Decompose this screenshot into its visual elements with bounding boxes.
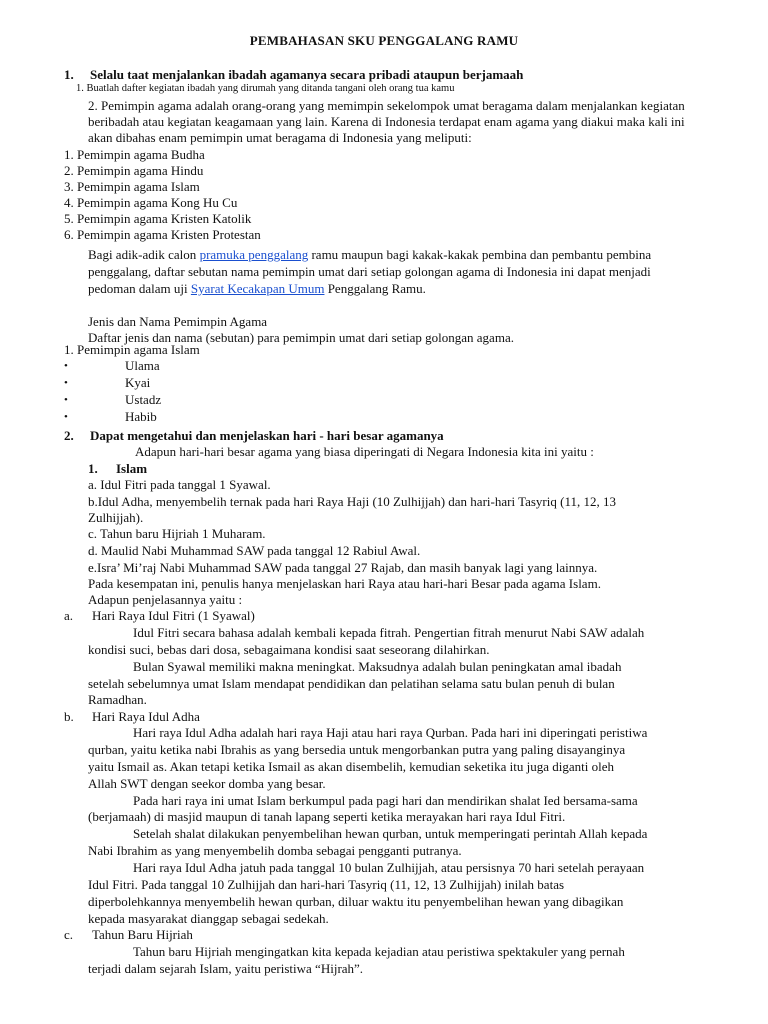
document-title: PEMBAHASAN SKU PENGGALANG RAMU: [249, 33, 519, 48]
sub-a-title: Hari Raya Idul Fitri (1 Syawal): [92, 608, 255, 623]
section-2-number: 2.: [64, 428, 74, 443]
adha-line: Pada hari raya ini umat Islam berkumpul pada pagi hari dan mendirikan shalat Ied bersama-sama: [133, 793, 638, 808]
holiday-item: b.Idul Adha, menyembelih ternak pada hari Raya Haji (10 Zulhijjah) dan hari-hari Tasyriq (11, 12, 13: [88, 494, 616, 509]
bullet-icon: •: [64, 411, 68, 423]
sub-c-letter: c.: [64, 927, 74, 942]
syawal-line: Ramadhan.: [88, 692, 147, 707]
section-1-number: 1.: [64, 67, 74, 82]
sub-b-letter: b.: [64, 709, 74, 724]
text-span: Penggalang Ramu.: [324, 281, 426, 296]
islam-leader-item: Habib: [125, 409, 157, 424]
hijriah-line: Tahun baru Hijriah mengingatkan kita kepada kejadian atau peristiwa spektakuler yang pernah: [133, 944, 625, 959]
holiday-item: Zulhijjah).: [88, 510, 144, 525]
adha-line: yaitu Ismail as. Akan tetapi ketika Ismail as akan disembelih, kemudian seketika itu juga diganti oleh: [88, 759, 615, 774]
islam-leader-item: Ustadz: [125, 392, 162, 407]
section-2-intro: Adapun hari-hari besar agama yang biasa diperingati di Negara Indonesia kita ini yaitu :: [135, 444, 594, 459]
section-1-p2-line: beribadah atau kegiatan keagamaan yang lain. Karena di Indonesia terdapat enam agama yang diakui maka kali ini: [88, 114, 685, 129]
fitri-line: kondisi suci, bebas dari dosa, sebagaimana kondisi saat seseorang dilahirkan.: [88, 642, 490, 657]
leader-item: 3. Pemimpin agama Islam: [64, 179, 200, 194]
section-1-heading: Selalu taat menjalankan ibadah agamanya secara pribadi ataupun berjamaah: [90, 67, 524, 82]
adha-line: (berjamaah) di masjid maupun di tanah lapang seperti ketika merayakan hari raya Idul Fitri.: [88, 809, 566, 824]
adha-line: Idul Fitri. Pada tanggal 10 Zulhijjah dan hari-hari Tasyriq (11, 12, 13 Zulhijjah) inilah batas: [88, 877, 565, 892]
section-1-p2-line: akan dibahas enam pemimpin umat beragama di Indonesia yang meliputi:: [88, 130, 472, 145]
hijriah-line: terjadi dalam sejarah Islam, yaitu peristiwa “Hijrah”.: [88, 961, 364, 976]
islam-number: 1.: [88, 461, 98, 476]
adha-line: Hari raya Idul Adha jatuh pada tanggal 10 bulan Zulhijjah, atau persisnya 70 hari setelah perayaan: [133, 860, 645, 875]
paragraph-line: [88, 246, 651, 263]
jenis-heading: Jenis dan Nama Pemimpin Agama: [88, 314, 268, 329]
leader-item: 2. Pemimpin agama Hindu: [64, 163, 204, 178]
holiday-item: a. Idul Fitri pada tanggal 1 Syawal.: [88, 477, 271, 492]
islam-label: Islam: [116, 461, 148, 476]
daftar-text: Daftar jenis dan nama (sebutan) para pemimpin umat dari setiap golongan agama.: [88, 330, 514, 345]
fitri-line: Idul Fitri secara bahasa adalah kembali kepada fitrah. Pengertian fitrah menurut Nabi SAW adalah: [133, 625, 645, 640]
pramuka-penggalang-link[interactable]: pramuka penggalang: [199, 247, 309, 262]
section-1-sub-1: 1. Buatlah dafter kegiatan ibadah yang dirumah yang ditanda tangani oleh orang tua kamu: [76, 83, 455, 94]
islam-leader-heading: 1. Pemimpin agama Islam: [64, 342, 200, 357]
adha-line: kepada masyarakat dianggap sebagai sedekah.: [88, 911, 329, 926]
sub-a-letter: a.: [64, 608, 74, 623]
paragraph-line: penggalang, daftar sebutan nama pemimpin umat dari setiap golongan agama di Indonesia ini dapat menjadi: [88, 264, 651, 279]
syawal-line: setelah sebelumnya umat Islam mendapat pendidikan dan pelatihan selama satu bulan penuh di bulan: [88, 676, 615, 691]
paragraph-line: [88, 280, 426, 297]
syarat-kecakapan-umum-link[interactable]: Syarat Kecakapan Umum: [190, 281, 325, 296]
adapun-text: Adapun penjelasannya yaitu :: [88, 592, 243, 607]
text-span: ramu maupun bagi kakak-kakak pembina dan pembantu pembina: [308, 247, 652, 262]
holiday-item: c. Tahun baru Hijriah 1 Muharam.: [88, 526, 266, 541]
adha-line: Allah SWT dengan seekor domba yang besar.: [88, 776, 326, 791]
text-span: pedoman dalam uji: [88, 281, 191, 296]
leader-item: 5. Pemimpin agama Kristen Katolik: [64, 211, 252, 226]
islam-leader-item: Kyai: [125, 375, 151, 390]
sub-b-title: Hari Raya Idul Adha: [92, 709, 200, 724]
sub-c-title: Tahun Baru Hijriah: [92, 927, 193, 942]
adha-line: Nabi Ibrahim as yang menyembelih domba sebagai pengganti putranya.: [88, 843, 462, 858]
adha-line: Hari raya Idul Adha adalah hari raya Haji atau hari raya Qurban. Pada hari ini diperingati peristiwa: [133, 725, 648, 740]
leader-item: 6. Pemimpin agama Kristen Protestan: [64, 227, 261, 242]
syawal-line: Bulan Syawal memiliki makna meningkat. Maksudnya adalah bulan peningkatan amal ibadah: [133, 659, 622, 674]
holiday-item: e.Isra’ Mi’raj Nabi Muhammad SAW pada tanggal 27 Rajab, dan masih banyak lagi yang lainnya.: [88, 560, 598, 575]
adha-line: diperbolehkannya menyembelih hewan qurban, diluar waktu itu penyembelihan hewan yang dibagikan: [88, 894, 624, 909]
leader-item: 1. Pemimpin agama Budha: [64, 147, 205, 162]
bullet-icon: •: [64, 377, 68, 389]
pada-text: Pada kesempatan ini, penulis hanya menjelaskan hari Raya atau hari-hari Besar pada agama Islam.: [88, 576, 601, 591]
section-2-heading: Dapat mengetahui dan menjelaskan hari - hari besar agamanya: [90, 428, 444, 443]
adha-line: qurban, yaitu ketika nabi Ibrahis as yang bersedia untuk mengorbankan putra yang paling disayanginya: [88, 742, 626, 757]
section-1-p2-line: 2. Pemimpin agama adalah orang-orang yang memimpin sekelompok umat beragama dalam menjalankan kegiatan: [88, 98, 685, 113]
adha-line: Setelah shalat dilakukan penyembelihan hewan qurban, untuk memperingati perintah Allah kepada: [133, 826, 648, 841]
bullet-icon: •: [64, 360, 68, 372]
leader-item: 4. Pemimpin agama Kong Hu Cu: [64, 195, 238, 210]
text-span: Bagi adik-adik calon: [88, 247, 200, 262]
bullet-icon: •: [64, 394, 68, 406]
islam-leader-item: Ulama: [125, 358, 160, 373]
holiday-item: d. Maulid Nabi Muhammad SAW pada tanggal 12 Rabiul Awal.: [88, 543, 421, 558]
